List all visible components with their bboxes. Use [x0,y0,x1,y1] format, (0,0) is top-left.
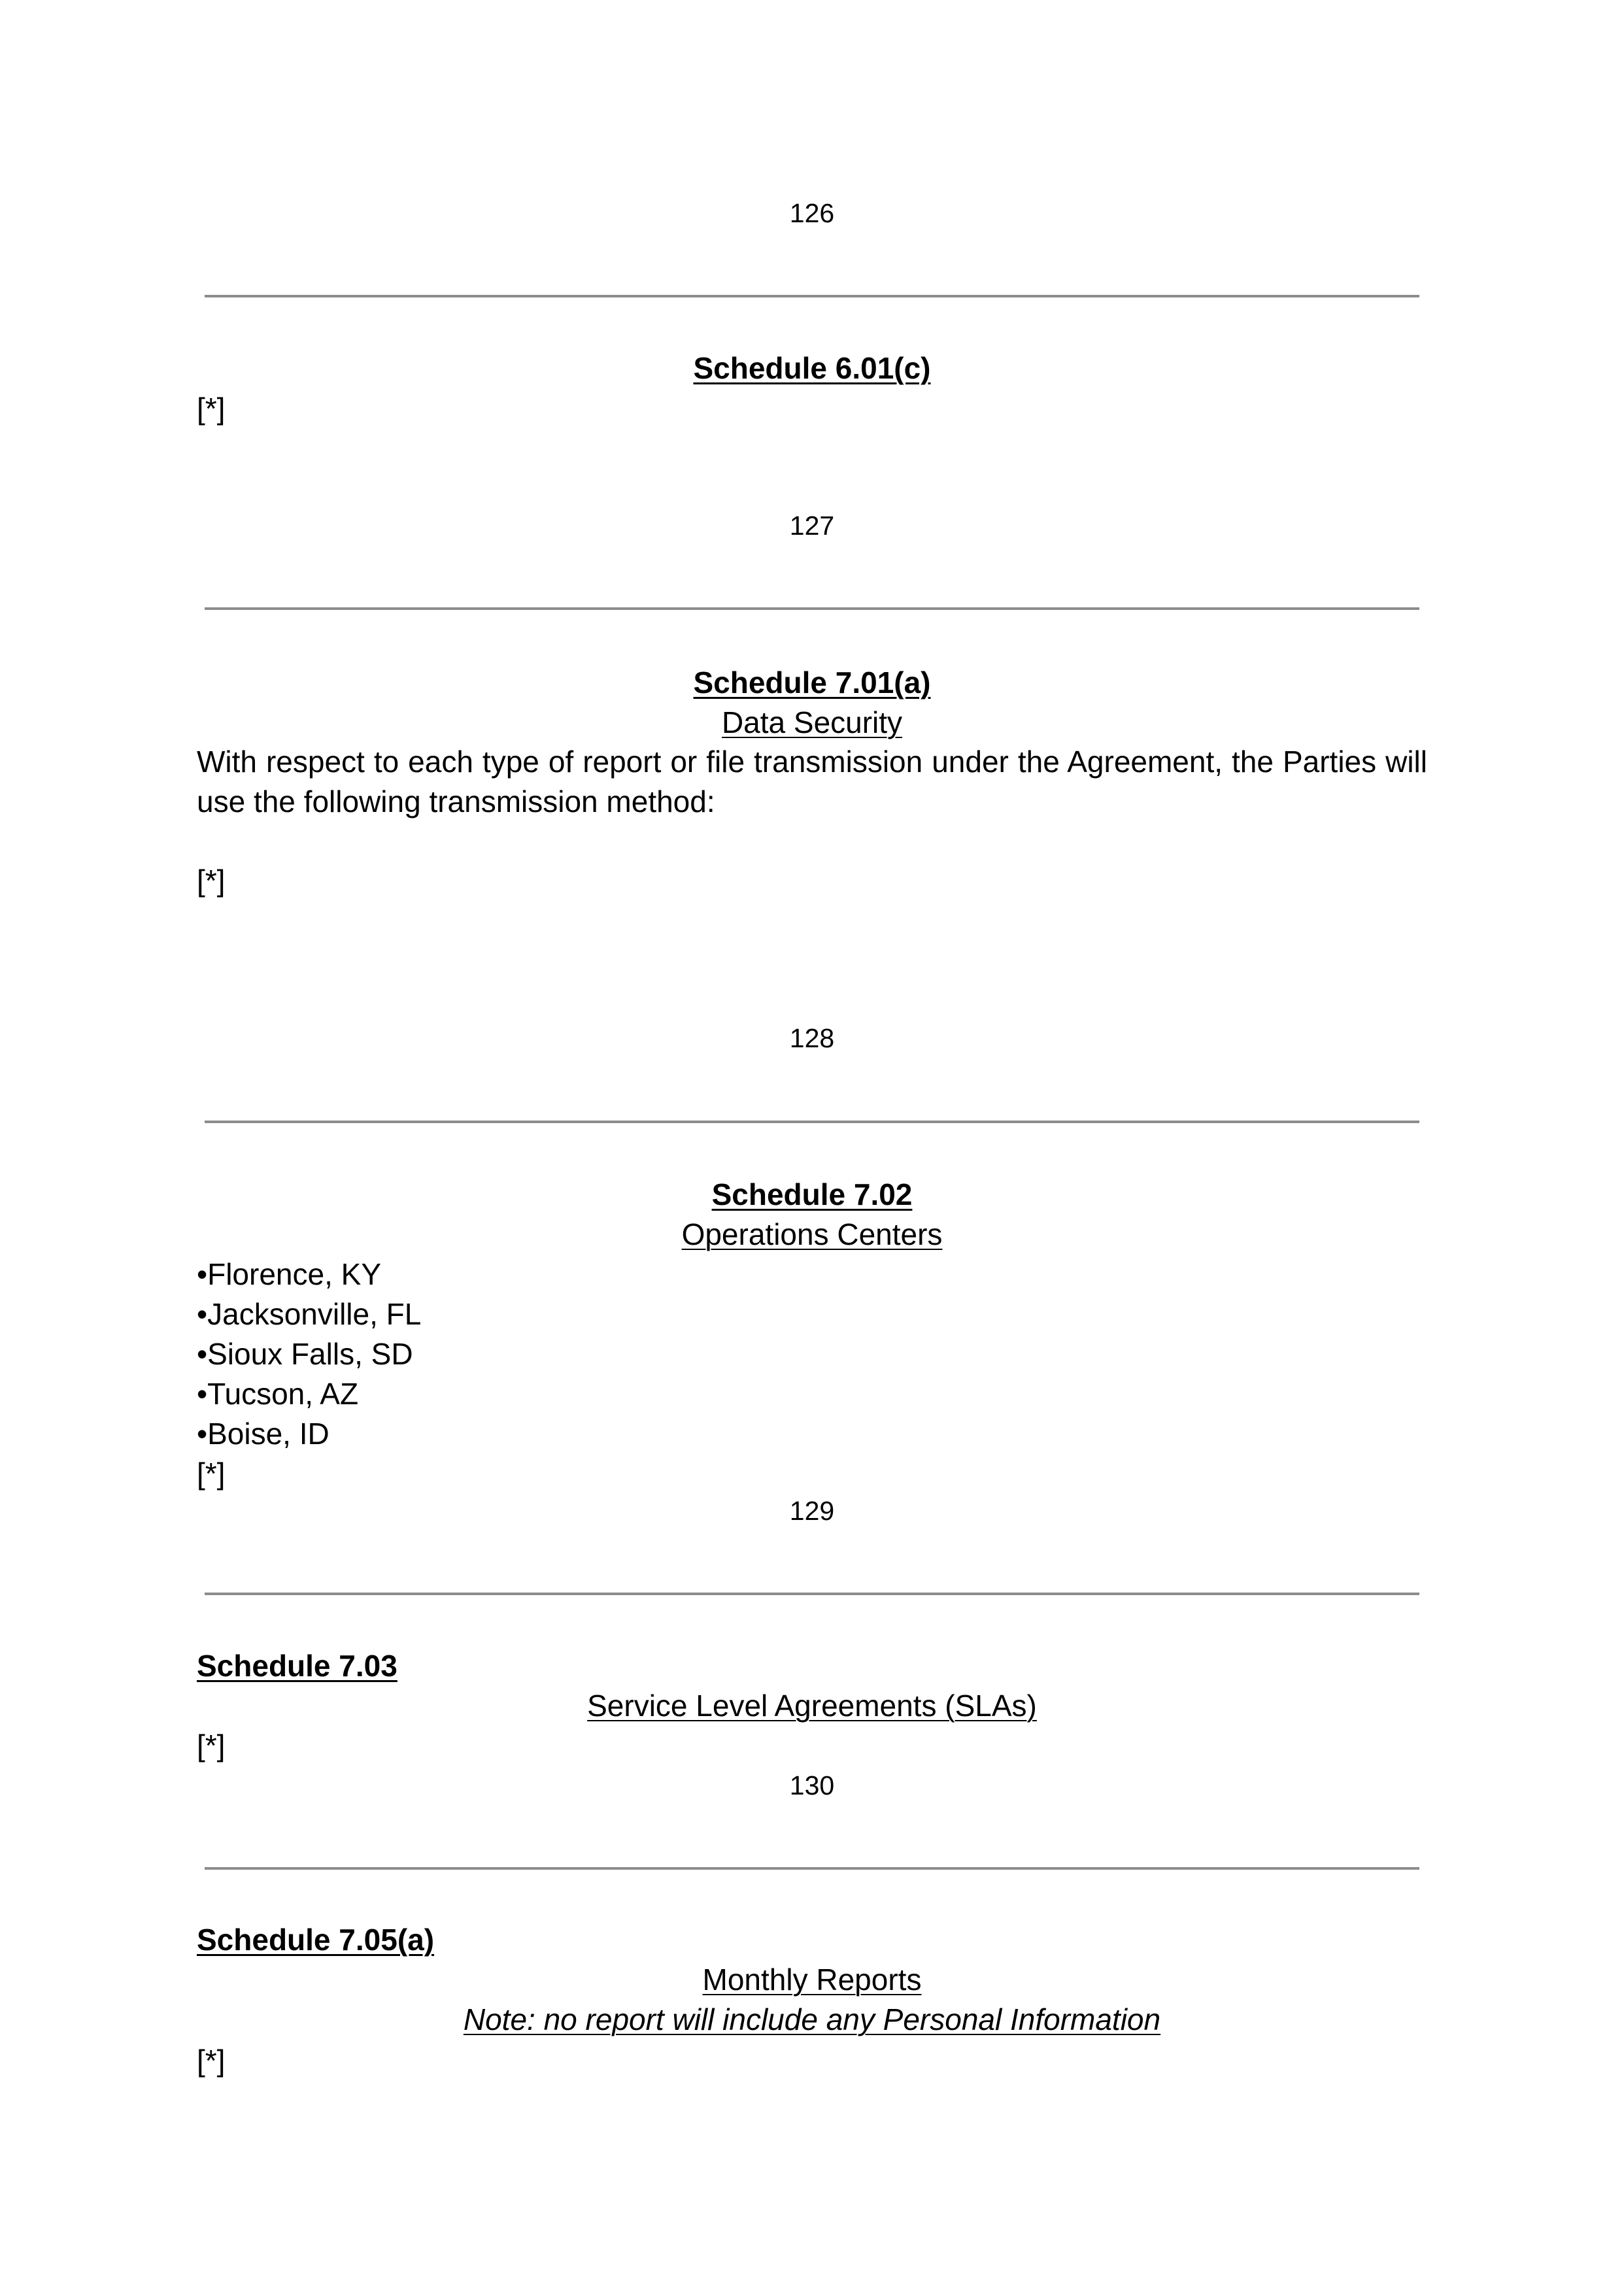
page-number: 129 [789,1496,835,1526]
list-item: •Florence, KY [197,1257,381,1291]
redacted-placeholder: [*] [197,2044,226,2078]
schedule-subtitle: Operations Centers [681,1217,943,1251]
schedule-heading: Schedule 7.02 [711,1177,913,1211]
schedule-subtitle: Service Level Agreements (SLAs) [587,1689,1037,1723]
redacted-placeholder: [*] [197,1457,226,1491]
list-item: •Jacksonville, FL [197,1297,422,1331]
schedule-subtitle: Monthly Reports [702,1963,922,1997]
page-break-rule [205,1593,1419,1595]
page-number: 130 [789,1770,835,1800]
list-item: •Boise, ID [197,1417,330,1451]
schedule-note: Note: no report will include any Personal Information [463,2002,1161,2036]
page-number: 126 [789,198,835,228]
body-paragraph: With respect to each type of report or file transmission under the Agreement, the Parties will use the following transmission method: [197,745,1427,818]
list-item: •Tucson, AZ [197,1377,359,1411]
page-break-rule [205,1867,1419,1870]
page-number: 128 [789,1023,835,1053]
list-item: •Sioux Falls, SD [197,1337,413,1371]
schedule-heading: Schedule 6.01(c) [693,351,931,385]
schedule-subtitle: Data Security [721,705,903,739]
schedule-heading: Schedule 7.03 [197,1649,398,1683]
page-break-rule [205,1121,1419,1123]
schedule-heading: Schedule 7.05(a) [197,1923,435,1957]
page-break-rule [205,607,1419,610]
redacted-placeholder: [*] [197,392,226,426]
page-break-rule [205,295,1419,297]
redacted-placeholder: [*] [197,864,226,898]
schedule-heading: Schedule 7.01(a) [693,666,931,700]
redacted-placeholder: [*] [197,1729,226,1763]
page-number: 127 [789,511,835,541]
